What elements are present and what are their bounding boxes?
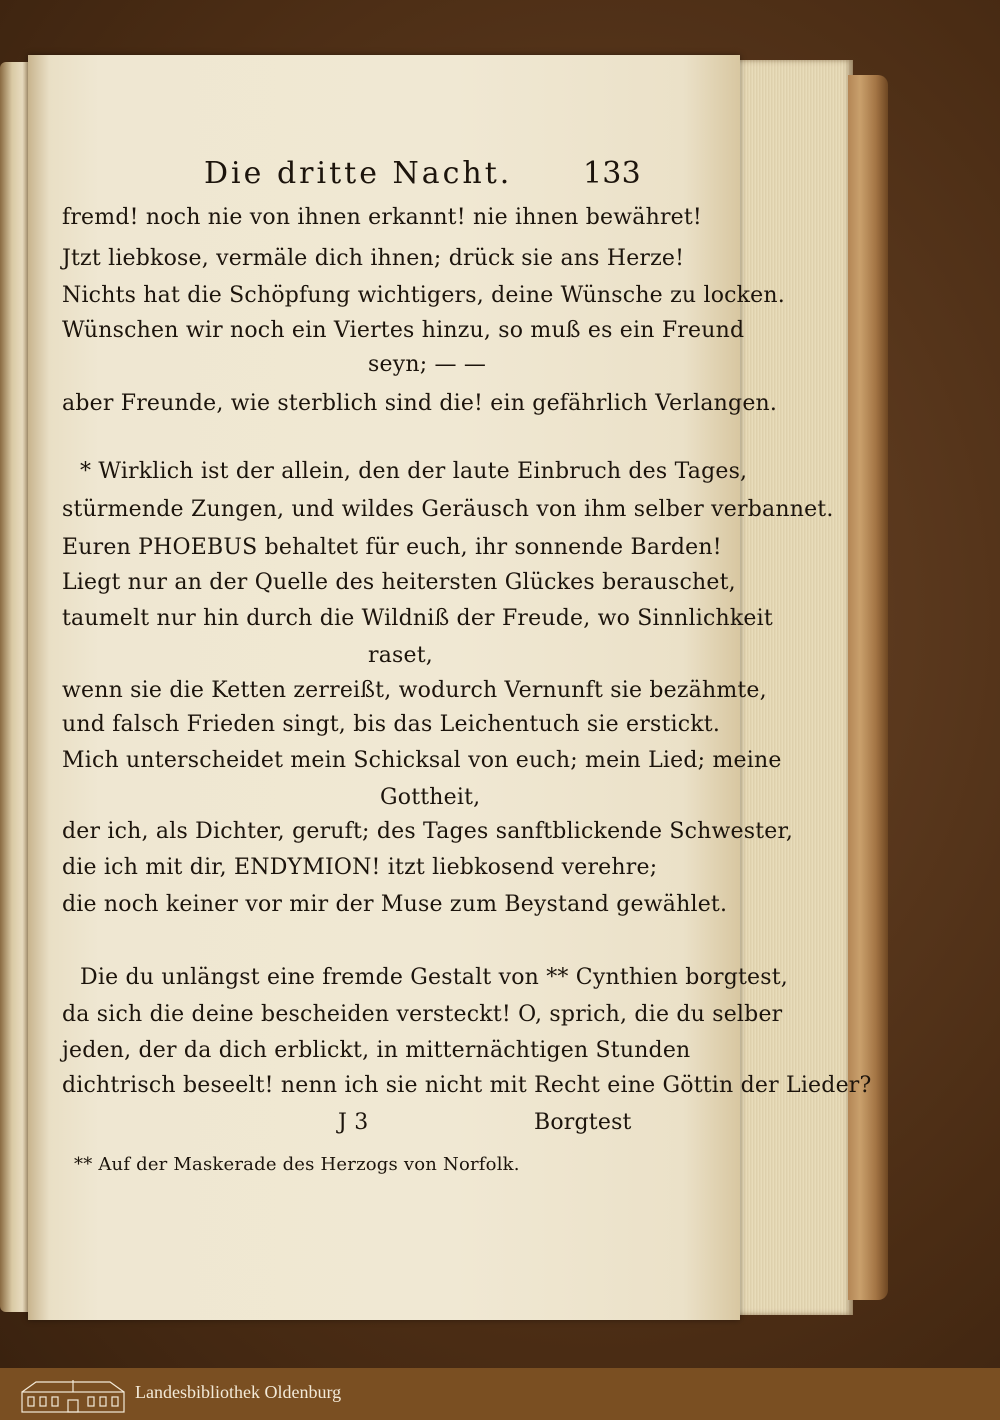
text-line: Nichts hat die Schöpfung wichtigers, deine Wünsche zu locken. <box>62 283 785 308</box>
text-line: Mich unterscheidet mein Schicksal von euch; mein Lied; meine <box>62 748 782 773</box>
text-line: die ich mit dir, ENDYMION! itzt liebkosend verehre; <box>62 855 658 880</box>
text-line: jeden, der da dich erblickt, in mitternächtigen Stunden <box>62 1038 691 1063</box>
running-head: Die dritte Nacht. <box>204 156 513 191</box>
text-line: Die du unlängst eine fremde Gestalt von ** Cynthien borgtest, <box>80 965 788 990</box>
text-line: * Wirklich ist der allein, den der laute Einbruch des Tages, <box>80 459 748 484</box>
text-line: da sich die deine bescheiden versteckt! O, sprich, die du selber <box>62 1002 783 1027</box>
text-line: dichtrisch beseelt! nenn ich sie nicht mit Recht eine Göttin der Lieder? <box>62 1073 872 1098</box>
footnote: ** Auf der Maskerade des Herzogs von Norfolk. <box>74 1154 520 1175</box>
text-line: stürmende Zungen, und wildes Geräusch von ihm selber verbannet. <box>62 497 834 522</box>
text-line: Liegt nur an der Quelle des heitersten Glückes berauschet, <box>62 570 736 595</box>
text-line: und falsch Frieden singt, bis das Leichentuch sie erstickt. <box>62 712 721 737</box>
text-line: seyn; — — <box>368 352 487 377</box>
text-line: der ich, als Dichter, geruft; des Tages sanftblickende Schwester, <box>62 819 794 844</box>
signature-mark: J 3 <box>338 1110 369 1135</box>
text-line: Wünschen wir noch ein Viertes hinzu, so muß es ein Freund <box>62 318 745 343</box>
text-line: die noch keiner vor mir der Muse zum Beystand gewählet. <box>62 892 728 917</box>
text-line: Euren PHOEBUS behaltet für euch, ihr sonnende Barden! <box>62 535 722 560</box>
book-cover-edge <box>848 75 888 1300</box>
text-line: Jtzt liebkose, vermäle dich ihnen; drück sie ans Herze! <box>62 246 685 271</box>
text-line: wenn sie die Ketten zerreißt, wodurch Vernunft sie bezähmte, <box>62 678 767 703</box>
text-line: taumelt nur hin durch die Wildniß der Freude, wo Sinnlichkeit <box>62 606 773 631</box>
page-number: 133 <box>583 156 641 191</box>
text-line: raset, <box>368 643 433 668</box>
text-line: fremd! noch nie von ihnen erkannt! nie ihnen bewähret! <box>62 205 702 230</box>
catchword: Borgtest <box>534 1110 632 1135</box>
library-building-icon <box>18 1378 128 1414</box>
text-line: Gottheit, <box>380 785 481 810</box>
text-line: aber Freunde, wie sterblich sind die! ein gefährlich Verlangen. <box>62 391 778 416</box>
library-name: Landesbibliothek Oldenburg <box>135 1382 342 1402</box>
left-page-edge <box>0 62 30 1312</box>
